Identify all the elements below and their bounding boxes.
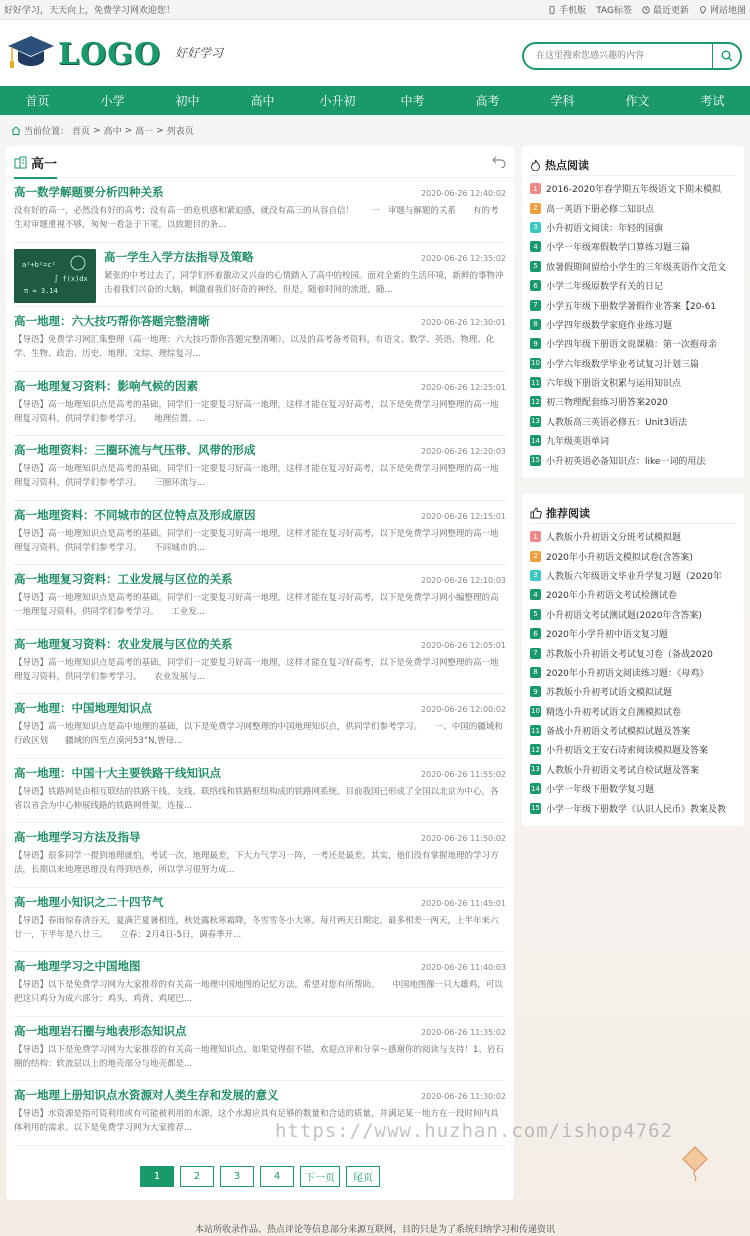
page-3[interactable]: 3: [220, 1166, 254, 1187]
article-date: 2020-06-26 12:15:01: [421, 511, 506, 521]
article-title[interactable]: 高一地理：中国地理知识点: [14, 701, 152, 715]
article-date: 2020-06-26 11:35:02: [421, 1027, 506, 1037]
article-title[interactable]: 高一地理复习资料：工业发展与区位的关系: [14, 572, 233, 586]
article-title[interactable]: 高一地理上册知识点水资源对人类生存和发展的意义: [14, 1088, 279, 1102]
article-title[interactable]: 高一地理资料：不同城市的区位特点及形成原因: [14, 507, 256, 522]
rank-badge: 10: [531, 707, 540, 716]
main-nav: [0, 86, 750, 115]
article-date: 2020-06-26 11:40:03: [421, 963, 506, 972]
kite-icon: [680, 1145, 710, 1185]
hot-list: [530, 179, 736, 470]
rank-badge: 11: [531, 378, 540, 387]
rank-badge: 1: [530, 531, 541, 542]
article-summary: 【导语】春雨惊春清谷天，夏满芒夏暑相连，秋处露秋寒霜降，冬雪雪冬小大寒。每月两天日期定，最多相差一两天，上半年来六廿一，下半年是八廿三。 立春：2月4日-5日，调春季开...: [14, 915, 499, 940]
breadcrumb-home[interactable]: 首页: [72, 127, 91, 137]
article-date: 2020-06-26 12:10:03: [421, 576, 506, 585]
article-summary: 【导语】高一地理知识点是高考的基础，同学们一定要复习好高一地理，这样才能在复习好高考，以下是免费学习网整理的高一地理复习资料，供同学们参考学习。 三圈环流与...: [14, 464, 499, 488]
hot-item[interactable]: [530, 412, 736, 431]
recommend-item[interactable]: [530, 643, 736, 662]
hot-item[interactable]: [530, 257, 736, 276]
tag-link[interactable]: TAG标签: [596, 6, 632, 16]
article-date: 2020-06-26 12:25:01: [421, 382, 506, 392]
hot-link[interactable]: 小学四年级下册语文说课稿：第一次抱母亲: [546, 340, 718, 351]
rank-badge: 10: [531, 359, 540, 368]
slogan: 好好学习: [175, 46, 224, 60]
recommend-link[interactable]: 人教版小升初语文分班考试模拟题: [546, 533, 682, 544]
last-page-button[interactable]: 尾页: [346, 1166, 380, 1187]
hot-item[interactable]: [530, 354, 736, 373]
hot-link[interactable]: 初三物理配套练习册答案2020: [546, 398, 668, 409]
recommend-list: [530, 527, 736, 818]
building-icon: [14, 156, 27, 169]
hot-item[interactable]: [530, 450, 736, 469]
article-date: 2020-06-26 12:20:03: [421, 447, 506, 456]
rank-badge: 5: [530, 261, 541, 272]
article-body: [104, 249, 506, 301]
article-item[interactable]: [14, 759, 506, 824]
hot-link[interactable]: 高一英语下册必修二知识点: [546, 204, 655, 215]
recommend-item[interactable]: [530, 779, 736, 798]
rank-badge: 8: [530, 667, 541, 678]
article-item[interactable]: [14, 565, 506, 630]
page-4[interactable]: 4: [260, 1166, 294, 1187]
rank-badge: 7: [530, 648, 541, 659]
graduation-cap-icon: [6, 32, 56, 76]
breadcrumb-label: 当前位置：: [24, 127, 70, 137]
clock-icon: [642, 6, 650, 14]
nav-exam[interactable]: 考试: [700, 94, 725, 108]
search-icon: [721, 50, 733, 62]
recommend-link[interactable]: 备战小升初语文考试模拟试题及答案: [546, 727, 691, 738]
article-thumbnail[interactable]: [14, 249, 96, 303]
hot-item[interactable]: [530, 334, 736, 353]
rank-badge: 7: [530, 300, 541, 311]
recommend-link[interactable]: 2020年小升初语文考试检测试卷: [546, 591, 677, 602]
recommend-item[interactable]: [530, 702, 736, 721]
search-input[interactable]: [524, 44, 712, 68]
rank-badge: 14: [531, 784, 540, 793]
recommend-link[interactable]: 小学一年级下册数学《认识人民币》教案及教: [546, 804, 727, 815]
phone-icon: [548, 6, 556, 14]
rank-badge: 3: [530, 222, 541, 233]
back-icon[interactable]: [492, 156, 506, 168]
article-title[interactable]: 高一地理岩石圈与地表形态知识点: [14, 1023, 187, 1038]
article-summary: 没有好的高一，必然没有好的高考；没有高一的危机感和紧迫感，就没有高三的从容自信！ 一 审题与解题的关系 有的考生对审题重视不够，匆匆一看急于下笔，以致题目的条...: [14, 206, 499, 230]
nav-junior[interactable]: 初中: [175, 94, 200, 108]
hot-item[interactable]: [530, 237, 736, 256]
footer-text: 本站所收录作品、热点评论等信息部分来源互联网，目的只是为了系统归纳学习和传递资讯: [194, 1225, 555, 1235]
article-title[interactable]: 高一地理学习方法及指导: [14, 830, 141, 844]
hot-item[interactable]: [530, 198, 736, 217]
rank-badge: 2: [530, 203, 541, 214]
watermark: https://www.huzhan.com/ishop4762: [275, 1120, 674, 1142]
breadcrumb-senior[interactable]: 高中: [103, 127, 122, 137]
recommend-link[interactable]: 2020年小升初语文阅读练习题：《母鸡》: [546, 668, 709, 679]
rank-badge: 11: [531, 726, 540, 735]
hot-item[interactable]: [530, 295, 736, 314]
article-item[interactable]: [14, 307, 506, 372]
breadcrumb-current: 列表页: [166, 127, 194, 137]
article-summary: 【导语】高一地理知识点是高考的基础，同学们一定要复习好高一地理，这样才能在复习好高考，以下是免费学习网小编整理的高一地理复习资料，供同学们参考学习。 工业发...: [14, 593, 499, 617]
article-list: [6, 178, 514, 1146]
recommend-item[interactable]: [530, 721, 736, 740]
nav-home[interactable]: 首页: [25, 94, 50, 108]
hot-link[interactable]: 九年级英语单词: [546, 437, 610, 448]
rank-badge: 1: [530, 183, 541, 194]
article-summary: 【导语】高一地理知识点是高考的基础，同学们一定要复习好高一地理，这样才能在复习好高考，以下是免费学习网整理的高一地理复习资料，供同学们参考学习。 农业发展与...: [14, 657, 499, 682]
rank-badge: 8: [530, 319, 541, 330]
article-title[interactable]: 高一地理复习资料：影响气候的因素: [14, 378, 198, 393]
article-date: 2020-06-26 11:30:02: [421, 1092, 506, 1101]
hot-link[interactable]: 小学二年级原数学有关的日记: [546, 282, 664, 293]
article-date: 2020-06-26 11:45:01: [421, 898, 506, 908]
article-item[interactable]: [14, 372, 506, 437]
hot-link[interactable]: 放暑假期间留给小学生的三年级英语作文范文: [546, 262, 727, 273]
rank-badge: 12: [531, 745, 540, 754]
recommend-link[interactable]: 人教版小升初语文考试自检试题及答案: [546, 765, 700, 776]
recommend-item[interactable]: [530, 624, 736, 643]
article-summary: 【导语】水资源是指可资利用或有可能被利用的水源，这个水源应具有足够的数量和合适的质量，并满足某一地方在一段时间内具体利用的需求。以下是免费学习网为大家推荐...: [14, 1109, 499, 1133]
rank-badge: 13: [531, 765, 540, 774]
page-1[interactable]: 1: [140, 1166, 174, 1187]
nav-primary[interactable]: 小学: [100, 94, 125, 108]
hot-item[interactable]: [530, 392, 736, 411]
home-icon: [11, 126, 21, 135]
article-date: 2020-06-26 12:35:02: [421, 253, 506, 263]
hot-link[interactable]: 人教版高三英语必修五：Unit3语法: [546, 417, 688, 428]
nav-senior[interactable]: 高中: [250, 94, 275, 108]
hot-link[interactable]: 小学六年级数学毕业考试复习计划三篇: [546, 359, 700, 370]
hot-link[interactable]: 小升初英语必备知识点：like一词的用法: [546, 456, 706, 467]
recommend-link[interactable]: 2020年小升初语文模拟试卷(含答案): [546, 552, 693, 563]
hot-item[interactable]: [530, 179, 736, 198]
rank-badge: 5: [530, 609, 541, 620]
rank-badge: 3: [530, 570, 541, 581]
recommend-panel: [522, 494, 744, 826]
rank-badge: 9: [530, 686, 541, 697]
article-date: 2020-06-26 12:05:01: [421, 640, 506, 650]
rank-badge: 4: [530, 589, 541, 600]
pagination: [6, 1166, 514, 1187]
article-summary: 【导语】高一地理知识点是高考的基础，同学们一定要复习好高一地理，这样才能在复习好高考，以下是免费学习网整理的高一地理复习资料，供同学们参考学习。 地理位置、...: [14, 399, 499, 424]
recommend-item[interactable]: [530, 798, 736, 817]
svg-text:π ≈ 3.14: π ≈ 3.14: [24, 286, 58, 295]
hot-item[interactable]: [530, 276, 736, 295]
recommend-item[interactable]: [530, 605, 736, 624]
rank-badge: 9: [530, 338, 541, 349]
rank-badge: 14: [531, 436, 540, 445]
hot-reading-title: 热点阅读: [530, 154, 736, 176]
article-summary: 【导语】很多同学一提到地理就怕，考试一次，地理最差，下大力气学习一阵，一考还是最差。其实，他们没有掌握地理的学习方法，长期以来地理思维没有得到培养，所以学习很努力成...: [14, 851, 499, 875]
article-summary: 【导语】以下是免费学习网为大家推荐的有关高一地理中国地图的记忆方法，希望对您有所帮助。 中国地图像一只大雄鸡，可以把这只鸡分为成六部分：鸡头、鸡背、鸡尾巴...: [14, 980, 503, 1004]
next-page-button[interactable]: 下一页: [300, 1166, 340, 1187]
hot-item[interactable]: [530, 431, 736, 450]
recommend-link[interactable]: 小学一年级下册数学复习题: [546, 785, 655, 796]
recommend-link[interactable]: 小升初语文考试测试题(2020年含答案): [546, 610, 702, 621]
article-summary: 【导语】以下是免费学习网为大家推荐的有关高一地理知识点，如果觉得很不错，欢迎点评和分享～感谢你的阅读与支持！1、岩石圈的结构：软流层以上的地壳部分与地壳都是...: [14, 1044, 504, 1069]
article-item[interactable]: [14, 243, 506, 308]
article-title[interactable]: 高一学生入学方法指导及策略: [104, 249, 254, 264]
article-date: 2020-06-26 12:40:02: [421, 189, 506, 198]
rank-badge: 2: [530, 551, 541, 562]
rank-badge: 4: [530, 241, 541, 252]
location-icon: [699, 6, 707, 14]
article-date: 2020-06-26 11:50:02: [421, 834, 506, 843]
breadcrumb: 当前位置： 首页 > 高中 > 高一 > 列表页: [11, 124, 194, 137]
recommend-item[interactable]: [530, 663, 736, 682]
nav-xiaoshengchu[interactable]: 小升初: [319, 94, 356, 108]
recommend-link[interactable]: 苏教版小升初语文考试复习卷（备战2020: [546, 649, 713, 660]
hot-link[interactable]: 小学一年级寒假数学口算练习题三篇: [546, 243, 691, 254]
article-item[interactable]: [14, 436, 506, 501]
recommend-item[interactable]: [530, 740, 736, 759]
hot-reading-panel: [522, 146, 744, 478]
rank-badge: 13: [531, 417, 540, 426]
article-summary: 【导语】免费学习网汇集整理《高一地理：六大技巧帮你答题完整清晰》，以及的高考备考资料，有语文、数学、英语、物理、化学、生物、政治、历史、地理、文综、理综复习...: [14, 335, 495, 359]
article-item[interactable]: [14, 1017, 506, 1082]
article-summary: 【导语】高一地理知识点是高考的基础，同学们一定要复习好高一地理，这样才能在复习好高考，以下是免费学习网整理的高一地理复习资料，供同学们参考学习。 不同城市的...: [14, 528, 499, 553]
top-bar: [0, 0, 750, 20]
article-title[interactable]: 高一数学解题要分析四种关系: [14, 185, 164, 199]
recommend-item[interactable]: [530, 527, 736, 546]
article-list-panel: [6, 146, 514, 1200]
article-item[interactable]: [14, 501, 506, 566]
recommend-item[interactable]: [530, 546, 736, 565]
article-item[interactable]: [14, 178, 506, 243]
hot-link[interactable]: 六年级下册语文积累与运用知识点: [546, 379, 682, 390]
recommend-item[interactable]: [530, 566, 736, 585]
thumbs-up-icon: [530, 507, 542, 519]
nav-gaokao[interactable]: 高考: [475, 94, 500, 108]
nav-essay[interactable]: 作文: [625, 94, 650, 108]
article-summary: 紧张的中考过去了，同学们怀着激动又兴奋的心情踏入了高中的校园。面对全新的生活环境，新鲜的事物冲击着我们兴奋的大脑，刺激着我们好奇的神经。但是，随着时间的流逝，随...: [104, 270, 504, 295]
article-summary: 【导语】高一地理知识点是高中地理的基础，以下是免费学习网整理的中国地理知识点，供同学们参考学习。 一、中国的疆域和行政区划 疆域的四至点漠河53°N,曾母...: [14, 722, 503, 746]
article-title[interactable]: 高一地理：六大技巧帮你答题完整清晰: [14, 314, 210, 328]
hot-link[interactable]: 小升初语文阅读：年轻的国旗: [546, 223, 664, 234]
article-date: 2020-06-26 12:30:01: [421, 318, 506, 327]
article-item[interactable]: [14, 888, 506, 953]
welcome-text: 好好学习，天天向上，免费学习网欢迎您！: [4, 6, 176, 16]
rank-badge: 15: [531, 456, 540, 465]
sitemap-link[interactable]: 网站地图: [699, 3, 746, 16]
search-button[interactable]: [712, 44, 740, 68]
rank-badge: 12: [531, 397, 540, 406]
article-date: 2020-06-26 12:00:02: [421, 705, 506, 714]
hot-item[interactable]: [530, 218, 736, 237]
recommend-title: 推荐阅读: [530, 502, 736, 524]
nav-zhongkao[interactable]: 中考: [400, 94, 425, 108]
hot-item[interactable]: [530, 373, 736, 392]
hot-item[interactable]: [530, 315, 736, 334]
recommend-link[interactable]: 精选小升初考试语文自测模拟试卷: [546, 707, 682, 718]
recommend-item[interactable]: [530, 682, 736, 701]
panel-header: [6, 146, 514, 178]
mobile-link[interactable]: 手机版: [548, 3, 586, 16]
recommend-item[interactable]: [530, 760, 736, 779]
header: [0, 20, 750, 86]
nav-subject[interactable]: 学科: [550, 94, 575, 108]
svg-text:∫ f(x)dx: ∫ f(x)dx: [54, 274, 88, 283]
article-item[interactable]: [14, 630, 506, 695]
panel-title: 高一: [14, 153, 57, 179]
hot-link[interactable]: 2016-2020年春学期五年级语文下期末模拟: [546, 185, 722, 196]
recommend-link[interactable]: 小升初语文王安石诗索阅读模拟题及答案: [546, 746, 709, 757]
article-item[interactable]: [14, 694, 506, 759]
article-title[interactable]: 高一地理学习之中国地图: [14, 959, 141, 973]
recommend-link[interactable]: 2020年小学升初中语文复习题: [546, 630, 668, 641]
fire-icon: [530, 159, 541, 171]
recommend-link[interactable]: 人教版六年级语文毕业升学复习题（2020年: [546, 571, 722, 582]
recommend-item[interactable]: [530, 585, 736, 604]
article-title[interactable]: 高一地理复习资料：农业发展与区位的关系: [14, 636, 233, 651]
article-item[interactable]: [14, 823, 506, 888]
hot-link[interactable]: 小学五年级下册数学暑假作业答案【20-61: [546, 301, 717, 312]
article-item[interactable]: [14, 952, 506, 1017]
article-summary: 【导语】铁路网是由相互联结的铁路干线、支线、联络线和铁路枢纽构成的铁路网系统。目前我国已形成了全国以北京为中心，各省以省会为中心伸展线路的铁路网骨架，连接...: [14, 786, 499, 811]
svg-text:a²+b²=c²: a²+b²=c²: [22, 260, 56, 269]
page-2[interactable]: 2: [180, 1166, 214, 1187]
search-box: [522, 42, 742, 70]
top-links: [548, 3, 746, 16]
site-logo[interactable]: [6, 32, 161, 76]
breadcrumb-grade[interactable]: 高一: [135, 127, 154, 137]
article-title[interactable]: 高一地理资料：三圈环流与气压带、风带的形成: [14, 443, 256, 457]
logo-text: LOGO: [58, 36, 161, 72]
rank-badge: 15: [531, 804, 540, 813]
rank-badge: 6: [530, 628, 541, 639]
rank-badge: 6: [530, 280, 541, 291]
article-title[interactable]: 高一地理：中国十大主要铁路干线知识点: [14, 765, 221, 780]
article-title[interactable]: 高一地理小知识之二十四节气: [14, 894, 164, 909]
hot-link[interactable]: 小学四年级数学家庭作业练习题: [546, 320, 673, 331]
recommend-link[interactable]: 苏教版小升初考试语文模拟试题: [546, 688, 673, 699]
recent-link[interactable]: 最近更新: [642, 3, 689, 16]
article-date: 2020-06-26 11:55:02: [421, 769, 506, 779]
